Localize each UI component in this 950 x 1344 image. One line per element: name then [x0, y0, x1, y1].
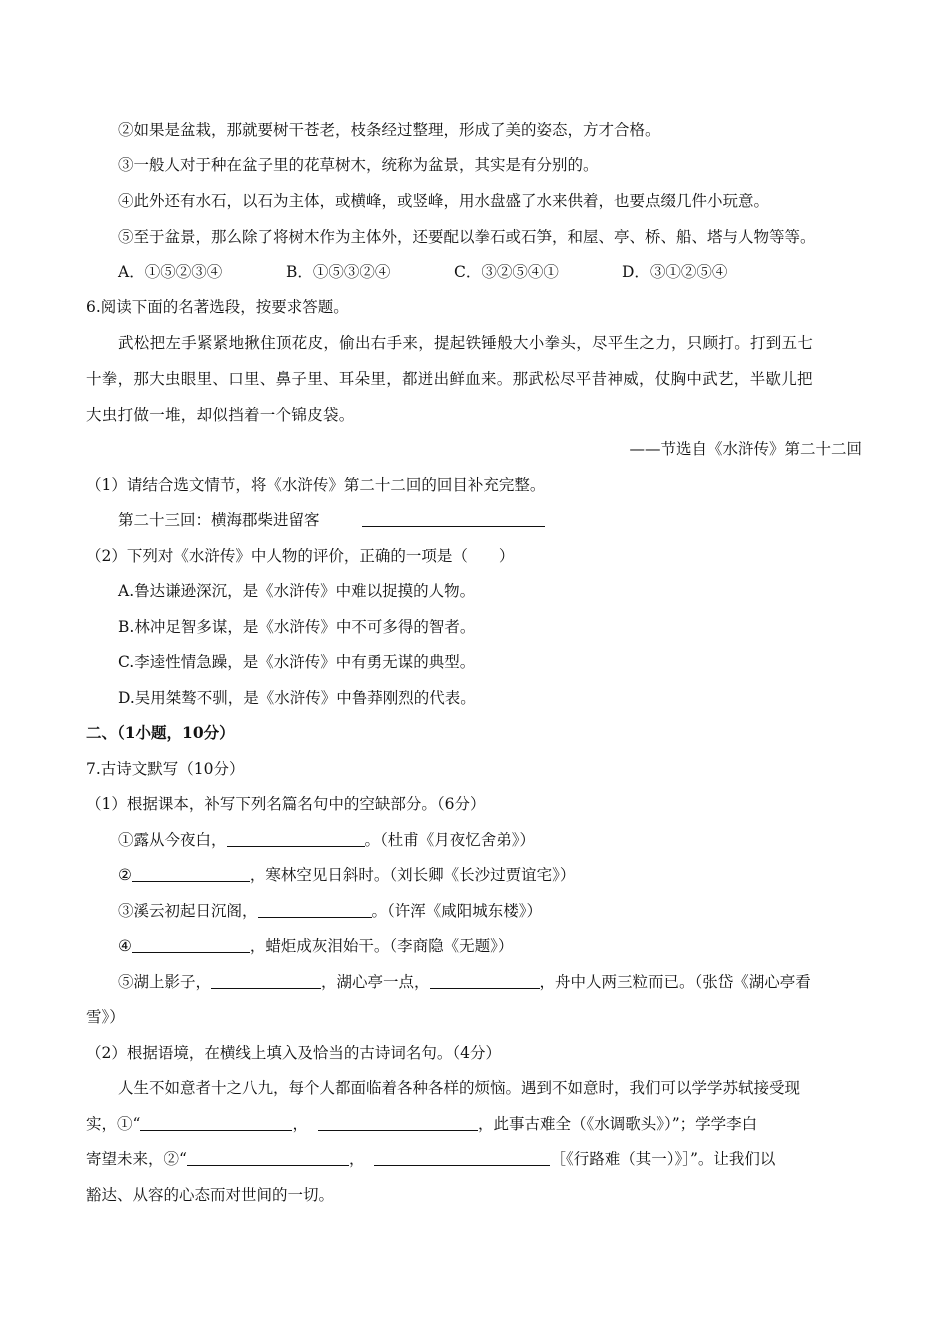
- poem-line-5-cont: 雪》）: [86, 1008, 125, 1026]
- q5-option-a[interactable]: A．①⑤②③④: [118, 263, 223, 281]
- chapter-title-blank[interactable]: [362, 510, 545, 527]
- q6-passage-line: 武松把左手紧紧地揪住顶花皮，偷出右手来，提起铁锤般大小拳头，尽平生之力，只顾打。打到五七: [118, 334, 814, 352]
- paragraph-text: 实，①“: [86, 1115, 141, 1133]
- poem-line-4: [118, 935, 513, 957]
- paragraph-text: ［《行路难（其一）》］”。让我们以: [550, 1150, 776, 1168]
- q6-sub2-option-b[interactable]: B.林冲足智多谋，是《水浒传》中不可多得的智者。: [118, 618, 476, 636]
- paragraph-text: ，: [348, 1150, 365, 1168]
- paragraph-text: 寄望未来，②“: [86, 1150, 187, 1168]
- q6-sub2-option-d[interactable]: D.吴用桀骜不驯，是《水浒传》中鲁莽刚烈的代表。: [118, 689, 476, 707]
- poem-text: ，湖心亭一点，: [321, 973, 430, 991]
- q5-item-2: ②如果是盆栽，那就要树干苍老，枝条经过整理，形成了美的姿态，方才合格。: [118, 121, 661, 139]
- q5-item-3: ③一般人对于种在盆子里的花草树木，统称为盆景，其实是有分别的。: [118, 156, 599, 174]
- q6-title: 6.阅读下面的名著选段，按要求答题。: [86, 298, 349, 316]
- answer-blank[interactable]: [430, 972, 540, 989]
- context-paragraph-line: 人生不如意者十之八九，每个人都面临着各种各样的烦恼。遇到不如意时，我们可以学学苏轼接受现: [118, 1079, 801, 1097]
- answer-blank[interactable]: [132, 936, 250, 953]
- answer-blank[interactable]: [211, 972, 321, 989]
- q5-option-b[interactable]: B．①⑤③②④: [286, 263, 391, 281]
- poem-line-2: [118, 864, 575, 886]
- poem-text: ④: [118, 937, 132, 955]
- poem-text: ，舟中人两三粒而已。（张岱《湖心亭看: [539, 973, 811, 991]
- q6-sub1: （1）请结合选文情节，将《水浒传》第二十二回的回目补充完整。: [86, 476, 546, 494]
- q5-item-4: ④此外还有水石，以石为主体，或横峰，或竖峰，用水盘盛了水来供着，也要点缀几件小玩意。: [118, 192, 770, 210]
- poem-text: ②: [118, 866, 132, 884]
- poem-line-3: [118, 900, 542, 922]
- answer-blank[interactable]: [140, 1114, 292, 1131]
- q7-sub1: （1）根据课本，补写下列名篇名句中的空缺部分。（6分）: [86, 795, 486, 813]
- answer-blank[interactable]: [318, 1114, 478, 1131]
- context-paragraph-line: 豁达、从容的心态而对世间的一切。: [86, 1186, 335, 1204]
- q5-item-5: ⑤至于盆景，那么除了将树木作为主体外，还要配以拳石或石笋，和屋、亭、桥、船、塔与人物等等。: [118, 228, 816, 246]
- q6-passage-line: 大虫打做一堆，却似挡着一个锦皮袋。: [86, 406, 355, 424]
- q6-sub2-option-a[interactable]: A.鲁达谦逊深沉，是《水浒传》中难以捉摸的人物。: [118, 582, 476, 600]
- poem-line-5: [118, 971, 811, 993]
- answer-blank[interactable]: [374, 1149, 550, 1166]
- q6-source: ——节选自《水浒传》第二十二回: [629, 440, 862, 458]
- context-paragraph-line: [86, 1148, 775, 1170]
- q7-title: 7.古诗文默写（10分）: [86, 760, 245, 778]
- poem-text: ，寒林空见日斜时。（刘长卿《长沙过贾谊宅》）: [249, 866, 576, 884]
- q6-sub1-line: [118, 509, 545, 531]
- chapter-title-given: 第二十三回：横海郡柴进留客: [118, 511, 320, 529]
- q6-passage-line: 十拳，那大虫眼里、口里、鼻子里、耳朵里，都迸出鲜血来。那武松尽平昔神威，仗胸中武艺，半歇儿把: [86, 370, 813, 388]
- q6-sub2-option-c[interactable]: C.李逵性情急躁，是《水浒传》中有勇无谋的典型。: [118, 653, 476, 671]
- poem-text: 。（许浑《咸阳城东楼》）: [371, 902, 543, 920]
- answer-blank[interactable]: [227, 830, 365, 847]
- poem-text: 。（杜甫《月夜忆舍弟》）: [364, 831, 536, 849]
- q6-sub2: （2）下列对《水浒传》中人物的评价，正确的一项是（ ）: [86, 547, 515, 565]
- answer-blank[interactable]: [132, 865, 250, 882]
- answer-blank[interactable]: [258, 901, 372, 918]
- poem-text: ③溪云初起日沉阁，: [118, 902, 258, 920]
- poem-text: ①露从今夜白，: [118, 831, 227, 849]
- poem-text: ，蜡炬成灰泪始干。（李商隐《无题》）: [249, 937, 514, 955]
- answer-blank[interactable]: [187, 1149, 349, 1166]
- q5-option-d[interactable]: D．③①②⑤④: [622, 263, 728, 281]
- context-paragraph-line: [86, 1113, 757, 1135]
- q7-sub2: （2）根据语境，在横线上填入及恰当的古诗词名句。（4分）: [86, 1044, 501, 1062]
- q5-option-c[interactable]: C．③②⑤④①: [454, 263, 559, 281]
- paragraph-text: ，此事古难全（《水调歌头》）”；学学李白: [477, 1115, 758, 1133]
- poem-line-1: [118, 829, 535, 851]
- poem-text: ⑤湖上影子，: [118, 973, 212, 991]
- section-heading: 二、（1小题，10分）: [86, 723, 235, 742]
- paragraph-text: ，: [292, 1115, 308, 1133]
